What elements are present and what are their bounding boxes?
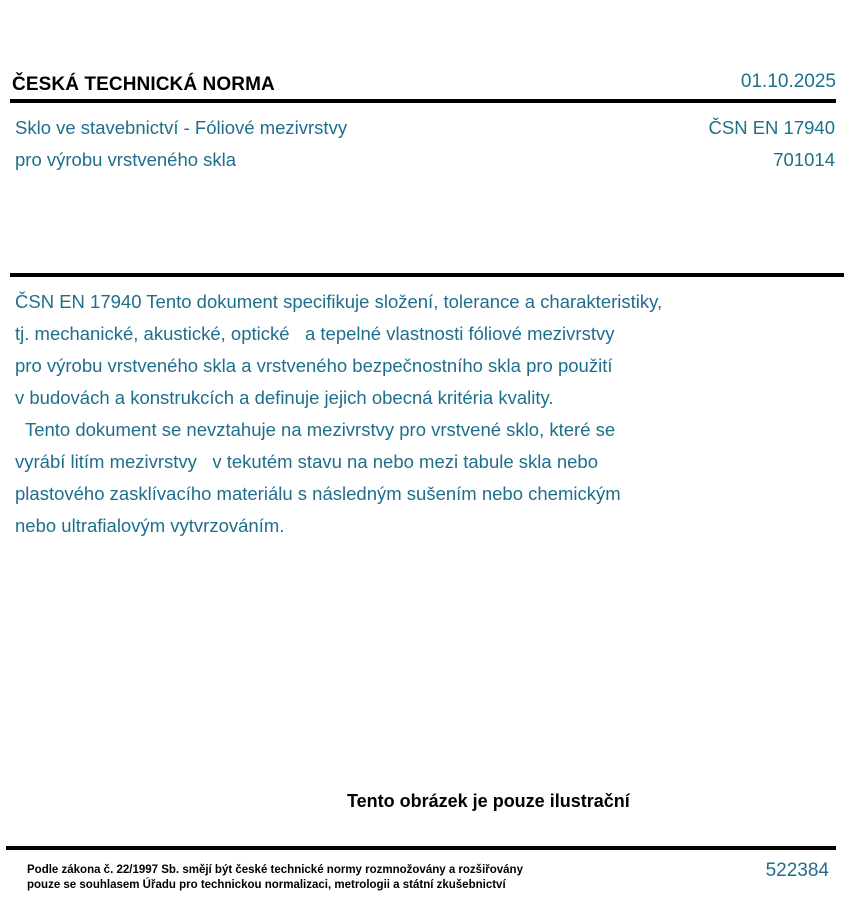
title-divider [10,273,844,277]
abstract-line: nebo ultrafialovým vytvrzováním. [15,515,285,536]
abstract-line: vyrábí litím mezivrstvy v tekutém stavu na nebo mezi tabule skla nebo [15,451,598,472]
standard-designation: ČSN EN 17940 [708,117,835,138]
illustration-note: Tento obrázek je pouze ilustrační [347,791,630,811]
footer-divider [6,846,836,850]
abstract-line: ČSN EN 17940 Tento dokument specifikuje složení, tolerance a charakteristiky, [15,291,663,312]
copyright-line-2: pouze se souhlasem Úřadu pro technickou normalizaci, metrologii a státní zkušebnictví [27,879,506,891]
copyright-notice [27,863,523,893]
abstract-line: Tento dokument se nevztahuje na mezivrstvy pro vrstvené sklo, které se [15,419,616,440]
document-number: 522384 [765,860,829,881]
standard-title-line-1: Sklo ve stavebnictví - Fóliové mezivrstvy [15,117,348,138]
publication-date: 01.10.2025 [740,71,836,92]
abstract-line: plastového zasklívacího materiálu s následným sušením nebo chemickým [15,483,621,504]
abstract [15,286,815,542]
abstract-line: v budovách a konstrukcích a definuje jejich obecná kritéria kvality. [15,387,554,408]
abstract-line: pro výrobu vrstveného skla a vrstveného bezpečnostního skla pro použití [15,355,613,376]
copyright-line-1: Podle zákona č. 22/1997 Sb. smějí být české technické normy rozmnožovány a rozšiřovány [27,864,523,876]
header-divider [10,99,836,103]
abstract-line: tj. mechanické, akustické, optické a tepelné vlastnosti fóliové mezivrstvy [15,323,615,344]
classification-code: 701014 [773,149,835,170]
norm-heading: ČESKÁ TECHNICKÁ NORMA [12,74,275,95]
standard-title-line-2: pro výrobu vrstveného skla [15,149,237,170]
